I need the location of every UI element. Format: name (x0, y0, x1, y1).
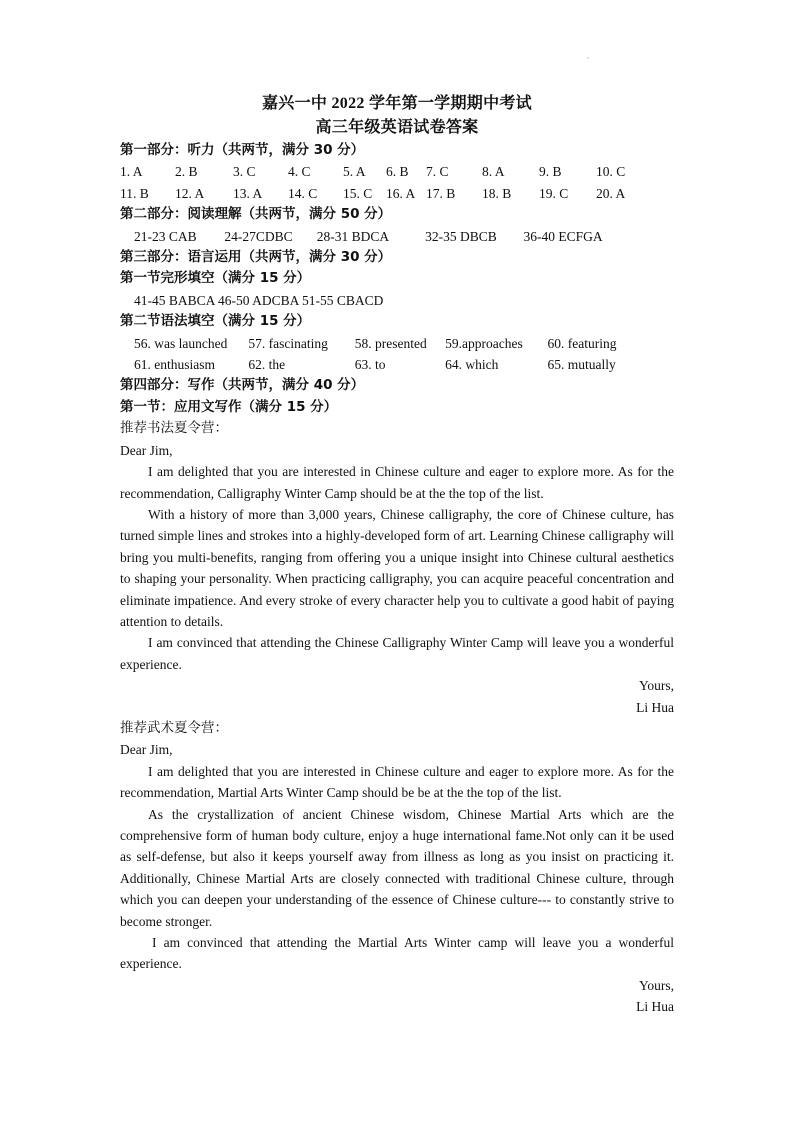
part1-answers-row2 (120, 183, 674, 204)
letter2-label: 推荐武术夏令营： (120, 719, 228, 736)
answer-item: 12. A (175, 185, 205, 201)
answer-item: 16. A (386, 185, 416, 201)
exam-title: 嘉兴一中 2022 学年第一学期期中考试 (261, 95, 532, 112)
answer-item: 63. to (354, 357, 386, 373)
answer-item: 60. featuring (547, 335, 617, 351)
part1-heading: 第一部分：听力（共两节，满分 30 分） (120, 142, 365, 158)
answer-item: 65. mutually (547, 357, 616, 373)
letter2-signature: Li Hua (636, 999, 674, 1015)
letter1-signature: Li Hua (636, 699, 674, 715)
answer-item: 17. B (426, 185, 456, 201)
answer-item: 10. C (596, 164, 626, 180)
answer-sheet (120, 92, 674, 1018)
answer-item: 21-23 CAB (134, 228, 197, 244)
answer-item: 8. A (482, 164, 505, 180)
cloze-heading: 第一节完形填空（满分 15 分） (120, 270, 311, 287)
part3-heading: 第三部分：语言运用（共两节，满分 30 分） (120, 249, 392, 266)
answer-item: 14. C (288, 185, 318, 201)
answer-item: 4. C (288, 164, 311, 180)
part2-answers (120, 226, 674, 247)
answer-item: 13. A (233, 185, 263, 201)
part2-heading: 第二部分：阅读理解（共两节，满分 50 分） (120, 206, 392, 223)
answer-item: 19. C (539, 185, 569, 201)
grammar-heading: 第二节语法填空（满分 15 分） (120, 313, 311, 330)
answer-item: 62. the (248, 357, 286, 373)
answer-item: 32-35 DBCB (425, 228, 497, 244)
answer-item: 1. A (120, 164, 143, 180)
letter1-closing: Yours, (638, 678, 674, 694)
grammar-answers-row1 (120, 333, 674, 354)
letter1-paragraph-2: With a history of more than 3,000 years, Chinese calligraphy, the core of Chinese culture, has turned simple lines and strokes into a highly-developed form of art. Learning Chinese calligraphy will bring you multi-benefits, ranging from offering you a unique insight into Chinese cultural aesthetics to shaping your personality. When practicing calligraphy, you can acquire peaceful concentration and eliminate impatience. And every stroke of every character help you to cultivate a good habit of paying attention to details. (120, 506, 674, 629)
answer-item: 56. was launched (134, 335, 228, 351)
answer-item: 7. C (426, 164, 449, 180)
answer-item: 3. C (233, 164, 256, 180)
corner-mark: ’ (587, 56, 590, 64)
answer-item: 20. A (596, 185, 626, 201)
letter2-greeting: Dear Jim, (120, 742, 173, 758)
writing-section1-heading: 第一节：应用文写作（满分 15 分） (120, 398, 338, 415)
answer-item: 28-31 BDCA (316, 228, 390, 244)
letter2-paragraph-3: I am convinced that attending the Martial Arts Winter camp will leave you a wonderful experience. (120, 935, 674, 972)
answer-item: 64. which (445, 357, 499, 373)
letter1-paragraph-3: I am convinced that attending the Chinese Calligraphy Winter Camp will leave you a wonderful experience. (120, 635, 674, 672)
answer-item: 15. C (343, 185, 373, 201)
letter2-paragraph-1: I am delighted that you are interested in Chinese culture and eager to explore more. As for the recommendation, Martial Arts Winter Camp should be be at the the top of the list. (120, 763, 674, 801)
letter1-greeting: Dear Jim, (120, 442, 173, 458)
answer-item: 2. B (175, 164, 198, 180)
letter1-label: 推荐书法夏令营： (120, 420, 228, 437)
cloze-answers: 41-45 BABCA 46-50 ADCBA 51-55 CBACD (134, 292, 384, 308)
answer-item: 11. B (120, 185, 149, 201)
part4-heading: 第四部分：写作（共两节，满分 40 分） (120, 377, 365, 394)
exam-subtitle: 高三年级英语试卷答案 (315, 119, 479, 136)
answer-item: 6. B (386, 164, 409, 180)
answer-item: 18. B (482, 185, 512, 201)
letter2-paragraph-2: As the crystallization of ancient Chinese wisdom, Chinese Martial Arts which are the comprehensive form of human body culture, enjoy a huge international fame.Not only can it be used as self-defense, but also it keeps yourself away from illness as long as you insist on practicing it. Additionally, Chinese Martial Arts are closely connected with traditional Chinese culture, through which you can deepen your understanding of the essence of Chinese culture--- to constantly strive to become stronger. (120, 806, 674, 929)
answer-item: 36-40 ECFGA (523, 228, 603, 244)
answer-item: 24-27CDBC (224, 228, 293, 244)
answer-item: 58. presented (354, 335, 427, 351)
answer-item: 59.approaches (445, 335, 523, 351)
answer-item: 57. fascinating (248, 335, 328, 351)
letter1-paragraph-1: I am delighted that you are interested in Chinese culture and eager to explore more. As for the recommendation, Calligraphy Winter Camp should be at the the top of the list. (120, 464, 674, 501)
answer-item: 61. enthusiasm (134, 357, 215, 373)
answer-item: 9. B (539, 164, 562, 180)
grammar-answers-row2 (120, 354, 674, 375)
part1-answers-row1 (120, 161, 674, 182)
letter2-closing: Yours, (638, 977, 674, 993)
answer-item: 5. A (343, 164, 366, 180)
